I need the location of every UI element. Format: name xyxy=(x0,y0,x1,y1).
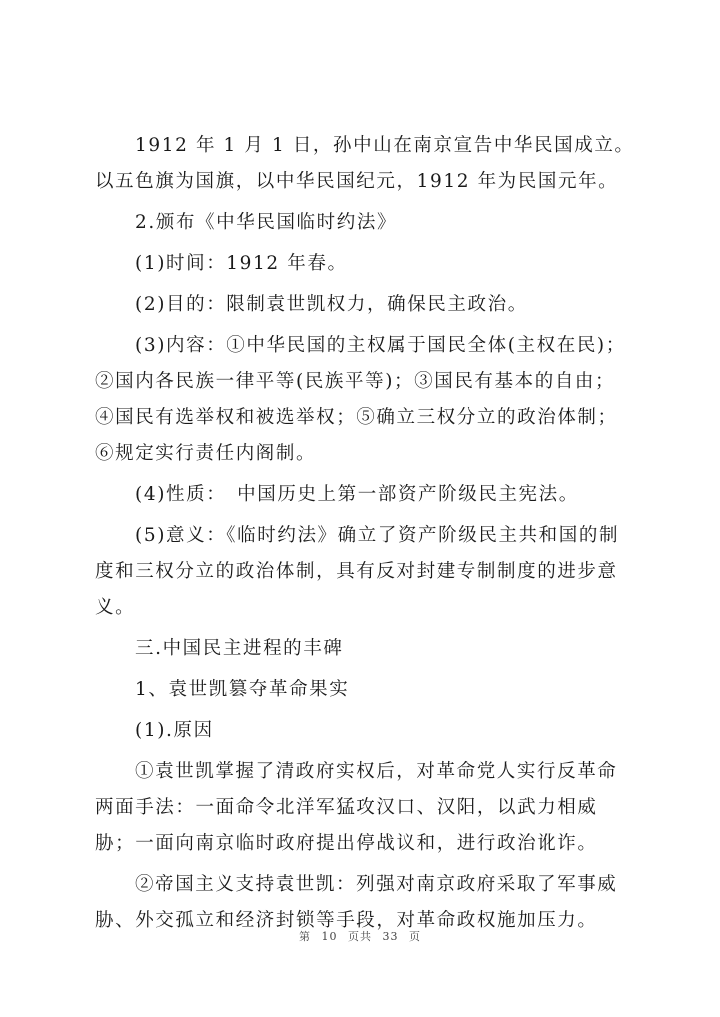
paragraph-reason-two: ②帝国主义支持袁世凯：列强对南京政府采取了军事威胁、外交孤立和经济封锁等手段，对革命政权施加压力。 xyxy=(95,874,618,931)
total-page-count: 33 xyxy=(382,930,399,943)
paragraph-nature: (4)性质： 中国历史上第一部资产阶级民主宪法。 xyxy=(135,484,579,505)
paragraph-purpose: (2)目的：限制袁世凯权力，确保民主政治。 xyxy=(135,294,528,315)
footer-suffix: 页 xyxy=(409,930,421,943)
footer-prefix: 第 xyxy=(299,930,311,943)
paragraph-time: (1)时间：1912 年春。 xyxy=(135,253,348,274)
heading-provisional-constitution: 2.颁布《中华民国临时约法》 xyxy=(135,212,398,233)
footer-mid: 页共 xyxy=(348,930,372,943)
heading-section-three: 三.中国民主进程的丰碑 xyxy=(135,638,344,659)
paragraph-significance: (5)意义：《临时约法》确立了资产阶级民主共和国的制度和三权分立的政治体制，具有反对封建专制制度的进步意义。 xyxy=(95,525,620,618)
page-footer xyxy=(0,928,720,944)
heading-reasons: (1).原因 xyxy=(135,720,214,741)
document-body xyxy=(95,128,635,944)
heading-yuan-usurpation: 1、袁世凯篡夺革命果实 xyxy=(135,679,350,700)
paragraph-founding: 1912 年 1 月 1 日，孙中山在南京宣告中华民国成立。以五色旗为国旗，以中华民国纪元，1912 年为民国元年。 xyxy=(95,135,635,192)
paragraph-reason-one: ①袁世凯掌握了清政府实权后，对革命党人实行反革命两面手法：一面命令北洋军猛攻汉口、汉阳，以武力相威胁；一面向南京临时政府提出停战议和，进行政治讹诈。 xyxy=(95,761,618,854)
paragraph-content: (3)内容：①中华民国的主权属于国民全体(主权在民)；②国内各民族一律平等(民族平等)；③国民有基本的自由；④国民有选举权和被选举权；⑤确立三权分立的政治体制；⑥规定实行责任内阁制。 xyxy=(95,335,626,464)
current-page-number: 10 xyxy=(321,930,338,943)
